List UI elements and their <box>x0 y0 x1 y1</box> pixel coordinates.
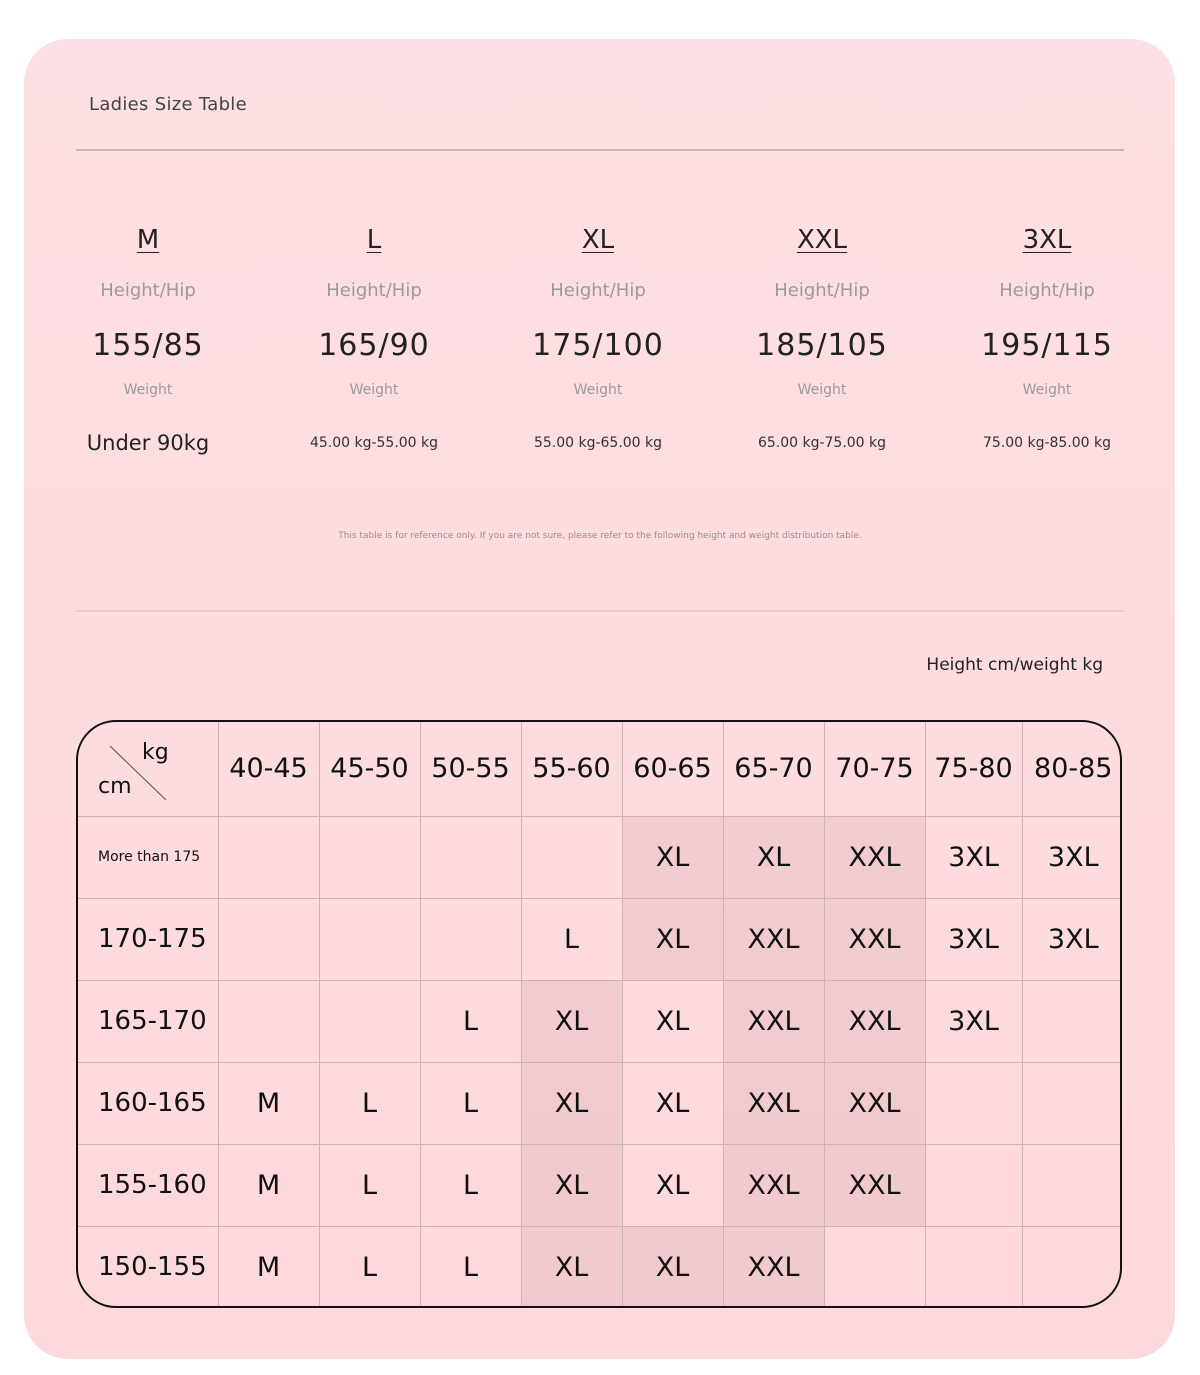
size-distribution-table <box>76 720 1122 1308</box>
size-cell <box>218 980 319 1062</box>
size-cell: M <box>218 1144 319 1226</box>
size-cell: XL <box>622 980 723 1062</box>
height-hip-label: Height/Hip <box>550 280 646 301</box>
middle-divider <box>76 610 1124 612</box>
weight-value: 55.00 kg-65.00 kg <box>533 435 663 451</box>
weight-header: 65-70 <box>723 722 824 816</box>
size-cell: XXL <box>824 816 925 898</box>
size-cell: 3XL <box>1022 898 1122 980</box>
weight-header: 45-50 <box>319 722 420 816</box>
size-name: XXL <box>796 225 848 255</box>
size-grid <box>78 722 1122 1308</box>
corner-cm-label: cm <box>98 774 132 799</box>
height-row-label: 170-175 <box>78 898 218 980</box>
weight-header: 55-60 <box>521 722 622 816</box>
size-cell <box>319 898 420 980</box>
size-cell <box>925 1226 1022 1308</box>
table-row <box>78 980 1122 1062</box>
reference-note: This table is for reference only. If you are not sure, please refer to the following height and weight distribution table. <box>338 531 862 541</box>
height-row-label: 160-165 <box>78 1062 218 1144</box>
size-cell: L <box>420 980 521 1062</box>
size-cell <box>319 816 420 898</box>
size-cell: L <box>319 1226 420 1308</box>
size-cell: XL <box>622 1144 723 1226</box>
weight-header: 60-65 <box>622 722 723 816</box>
size-column-3xl <box>947 222 1147 456</box>
size-cell: XL <box>622 816 723 898</box>
size-column-m <box>48 222 248 456</box>
weight-value: Under 90kg <box>86 431 210 455</box>
weight-label: Weight <box>797 382 847 398</box>
weight-value: 75.00 kg-85.00 kg <box>982 435 1112 451</box>
size-cell <box>925 1062 1022 1144</box>
height-row-label: 155-160 <box>78 1144 218 1226</box>
size-cell <box>420 816 521 898</box>
size-cell <box>824 1226 925 1308</box>
size-cell: XXL <box>723 898 824 980</box>
size-name: M <box>136 225 160 255</box>
weight-header: 75-80 <box>925 722 1022 816</box>
size-cell: XL <box>622 898 723 980</box>
size-cell: L <box>319 1062 420 1144</box>
size-cell: XXL <box>824 898 925 980</box>
size-cell: XL <box>622 1226 723 1308</box>
table-row <box>78 816 1122 898</box>
size-cell <box>218 816 319 898</box>
size-cell: L <box>420 1062 521 1144</box>
top-divider <box>76 149 1124 151</box>
height-hip-value: 155/85 <box>92 328 204 363</box>
height-hip-label: Height/Hip <box>774 280 870 301</box>
size-cell: L <box>521 898 622 980</box>
height-hip-value: 165/90 <box>318 328 430 363</box>
size-name: 3XL <box>1022 225 1072 255</box>
weight-label: Weight <box>1022 382 1072 398</box>
size-cell: L <box>319 1144 420 1226</box>
table-row <box>78 1226 1122 1308</box>
table-row <box>78 1144 1122 1226</box>
size-cell: XL <box>521 1144 622 1226</box>
height-row-label: More than 175 <box>78 816 218 898</box>
weight-value: 45.00 kg-55.00 kg <box>309 435 439 451</box>
size-cell: M <box>218 1062 319 1144</box>
size-cell <box>521 816 622 898</box>
size-cell: XL <box>521 1226 622 1308</box>
weight-label: Weight <box>573 382 623 398</box>
size-cell: M <box>218 1226 319 1308</box>
weight-header: 70-75 <box>824 722 925 816</box>
table-row <box>78 1062 1122 1144</box>
size-cell: XXL <box>824 980 925 1062</box>
weight-value: 65.00 kg-75.00 kg <box>757 435 887 451</box>
weight-label: Weight <box>349 382 399 398</box>
size-cell <box>925 1144 1022 1226</box>
size-column-xl <box>498 222 698 456</box>
size-cell: XXL <box>723 1144 824 1226</box>
size-cell: XXL <box>723 1062 824 1144</box>
size-cell: XL <box>622 1062 723 1144</box>
height-hip-label: Height/Hip <box>326 280 422 301</box>
size-cell: XXL <box>723 1226 824 1308</box>
size-cell: 3XL <box>925 980 1022 1062</box>
size-column-xxl <box>722 222 922 456</box>
size-cell <box>218 898 319 980</box>
units-label: Height cm/weight kg <box>926 655 1103 675</box>
size-cell: XXL <box>723 980 824 1062</box>
size-cell <box>1022 980 1122 1062</box>
size-cell: L <box>420 1226 521 1308</box>
size-cell: XL <box>521 1062 622 1144</box>
height-hip-label: Height/Hip <box>100 280 196 301</box>
height-hip-label: Height/Hip <box>999 280 1095 301</box>
size-cell <box>1022 1062 1122 1144</box>
height-row-label: 150-155 <box>78 1226 218 1308</box>
height-hip-value: 195/115 <box>981 328 1113 363</box>
weight-header: 50-55 <box>420 722 521 816</box>
size-cell: 3XL <box>925 898 1022 980</box>
weight-header: 40-45 <box>218 722 319 816</box>
height-row-label: 165-170 <box>78 980 218 1062</box>
size-cell <box>319 980 420 1062</box>
weight-header: 80-85 <box>1022 722 1122 816</box>
weight-label: Weight <box>123 382 173 398</box>
size-column-l <box>274 222 474 456</box>
height-hip-value: 185/105 <box>756 328 888 363</box>
size-cell <box>1022 1144 1122 1226</box>
size-cell: XXL <box>824 1144 925 1226</box>
size-name: L <box>366 225 382 255</box>
corner-cell <box>78 722 218 816</box>
size-cell <box>1022 1226 1122 1308</box>
size-cell: L <box>420 1144 521 1226</box>
size-cell: XL <box>521 980 622 1062</box>
size-cell: 3XL <box>925 816 1022 898</box>
table-row <box>78 898 1122 980</box>
size-name: XL <box>581 225 615 255</box>
page-title: Ladies Size Table <box>89 94 247 115</box>
size-cell: 3XL <box>1022 816 1122 898</box>
size-cell: XXL <box>824 1062 925 1144</box>
height-hip-value: 175/100 <box>532 328 664 363</box>
header-row <box>78 722 1122 816</box>
size-cell <box>420 898 521 980</box>
corner-kg-label: kg <box>142 740 169 765</box>
size-cell: XL <box>723 816 824 898</box>
